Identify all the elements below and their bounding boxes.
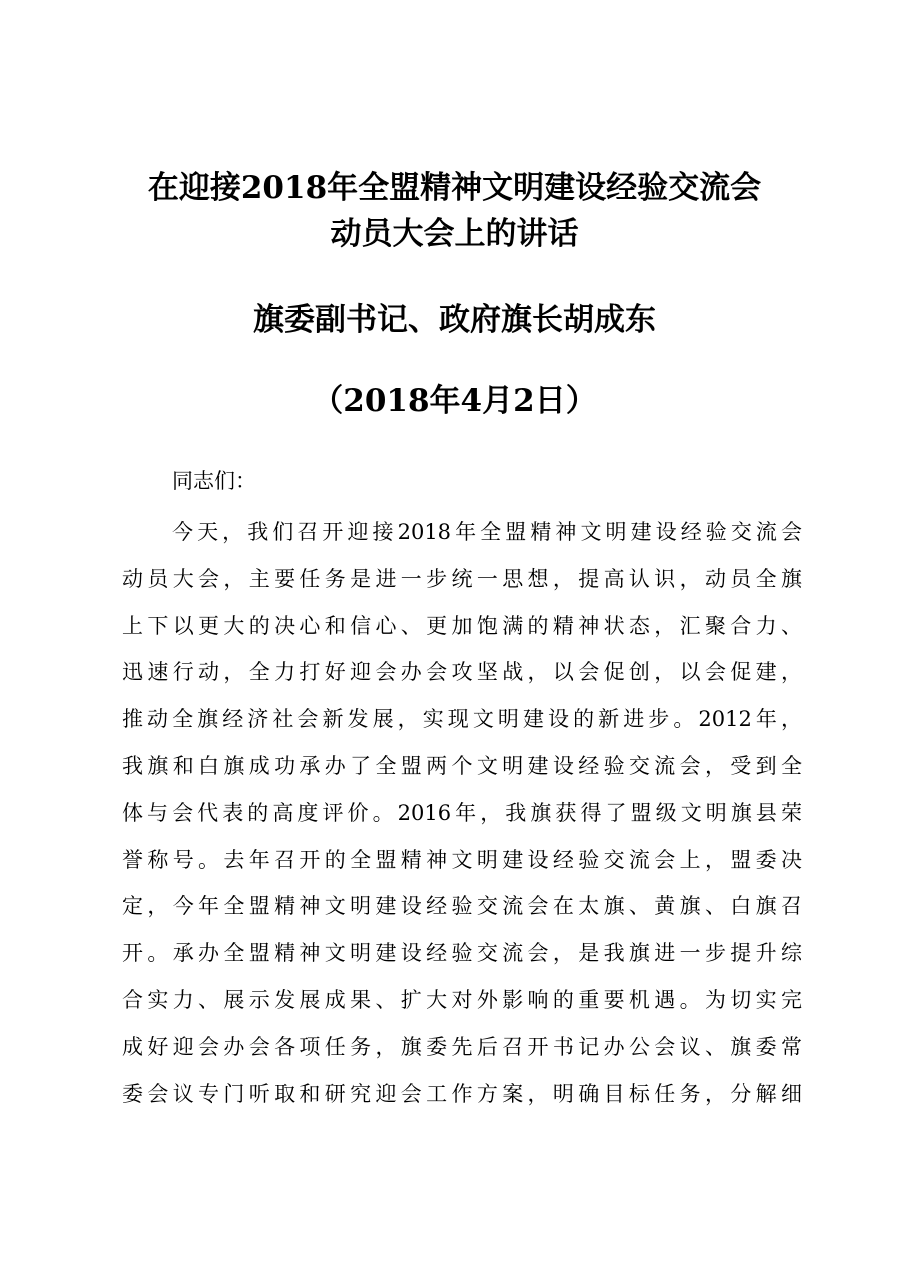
paragraph-line: 上下以更大的决心和信心、更加饱满的精神状态，汇聚合力、 bbox=[122, 613, 802, 638]
title-line-1: 在迎接2018年全盟精神文明建设经验交流会 bbox=[147, 170, 762, 206]
body-paragraph bbox=[122, 517, 802, 1125]
paragraph-line: 我旗和白旗成功承办了全盟两个文明建设经验交流会，受到全 bbox=[122, 753, 802, 778]
paragraph-line: 体与会代表的高度评价。2016年，我旗获得了盟级文明旗县荣 bbox=[122, 800, 802, 825]
paragraph-line: 推动全旗经济社会新发展，实现文明建设的新进步。2012年， bbox=[122, 707, 802, 732]
title-line-2: 动员大会上的讲话 bbox=[330, 216, 579, 252]
speaker-line: 旗委副书记、政府旗长胡成东 bbox=[253, 302, 656, 338]
date-line: （2018年4月2日） bbox=[312, 383, 597, 419]
paragraph-line: 定，今年全盟精神文明建设经验交流会在太旗、黄旗、白旗召 bbox=[122, 894, 802, 919]
paragraph-line: 开。承办全盟精神文明建设经验交流会，是我旗进一步提升综 bbox=[122, 941, 802, 966]
paragraph-line: 合实力、展示发展成果、扩大对外影响的重要机遇。为切实完 bbox=[122, 987, 802, 1012]
paragraph-line: 迅速行动，全力打好迎会办会攻坚战，以会促创，以会促建， bbox=[122, 660, 802, 685]
paragraph-line: 委会议专门听取和研究迎会工作方案，明确目标任务，分解细 bbox=[122, 1081, 802, 1106]
paragraph-line: 动员大会，主要任务是进一步统一思想，提高认识，动员全旗 bbox=[122, 566, 802, 591]
paragraph-line: 今天，我们召开迎接2018年全盟精神文明建设经验交流会 bbox=[172, 520, 802, 544]
greeting: 同志们： bbox=[172, 469, 256, 493]
paragraph-line: 誉称号。去年召开的全盟精神文明建设经验交流会上，盟委决 bbox=[122, 847, 802, 872]
paragraph-line: 成好迎会办会各项任务，旗委先后召开书记办公会议、旗委常 bbox=[122, 1034, 802, 1059]
